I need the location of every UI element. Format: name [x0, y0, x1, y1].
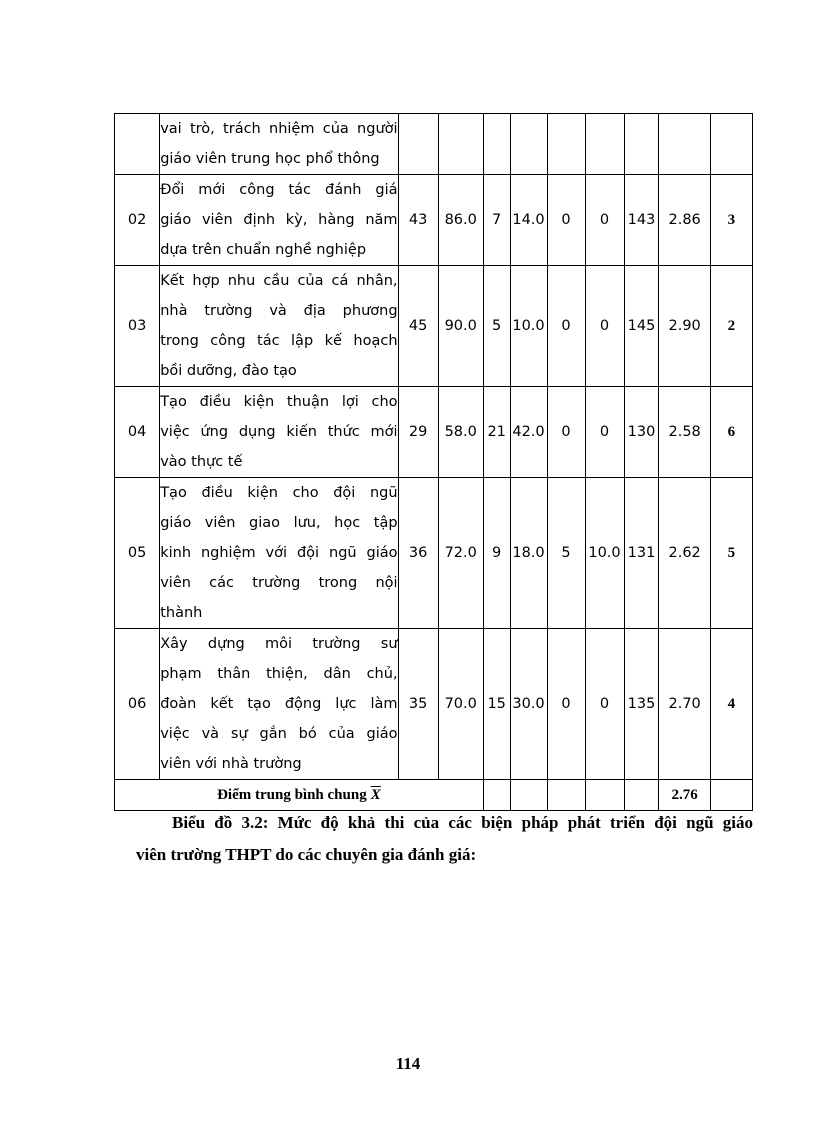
percent-level-3: 70.0: [438, 629, 483, 780]
percent-level-3: 86.0: [438, 175, 483, 266]
percent-level-2: 14.0: [510, 175, 547, 266]
table-row: [115, 629, 753, 780]
row-number: 04: [115, 387, 160, 478]
description-line: nhà trường và địa phương: [160, 303, 398, 319]
description-line: giáo viên trung học phổ thông: [160, 151, 380, 167]
page-number: 114: [395, 1054, 421, 1073]
table-row: [115, 175, 753, 266]
percent-level-1: 0: [585, 266, 624, 387]
description-line: bồi dưỡng, đào tạo: [160, 363, 297, 379]
percent-level-3: 58.0: [438, 387, 483, 478]
rank: 6: [710, 387, 752, 478]
description-line: thành: [160, 605, 203, 621]
total-score: 145: [624, 266, 659, 387]
total-score: 131: [624, 478, 659, 629]
description-line: việc và sự gắn bó của giáo: [160, 726, 398, 742]
description-line: vào thực tế: [160, 454, 243, 470]
percent-level-3: [438, 114, 483, 175]
average-label-cell: [115, 780, 484, 811]
rank: 3: [710, 175, 752, 266]
description-line: phạm thân thiện, dân chủ,: [160, 666, 398, 682]
count-level-2: 5: [483, 266, 510, 387]
table-row: [115, 387, 753, 478]
average-label: Điểm trung bình chung: [217, 786, 367, 803]
row-number: 06: [115, 629, 160, 780]
count-level-3: 43: [398, 175, 438, 266]
description-line: kinh nghiệm với đội ngũ giáo: [160, 545, 398, 561]
row-number: 03: [115, 266, 160, 387]
description-line: Tạo điều kiện thuận lợi cho: [160, 394, 398, 410]
description-line: giáo viên giao lưu, học tập: [160, 515, 398, 531]
mean-score: [659, 114, 710, 175]
description-line: Xây dựng môi trường sư: [160, 636, 398, 652]
measure-description: [160, 266, 398, 387]
average-value: 2.76: [659, 780, 710, 811]
average-row: [115, 780, 753, 811]
description-line: dựa trên chuẩn nghề nghiệp: [160, 242, 367, 258]
table-row: [115, 478, 753, 629]
table-row: [115, 266, 753, 387]
table-row: [115, 114, 753, 175]
percent-level-1: 0: [585, 175, 624, 266]
count-level-3: 36: [398, 478, 438, 629]
percent-level-1: 0: [585, 629, 624, 780]
mean-score: 2.62: [659, 478, 710, 629]
count-level-1: 0: [547, 629, 585, 780]
total-score: 135: [624, 629, 659, 780]
measure-description: [160, 387, 398, 478]
percent-level-3: 72.0: [438, 478, 483, 629]
description-line: vai trò, trách nhiệm của người: [160, 121, 398, 137]
description-line: Tạo điều kiện cho đội ngũ: [160, 485, 398, 501]
caption-line-2: viên trường THPT do các chuyên gia đánh giá:: [136, 845, 477, 864]
percent-level-2: 30.0: [510, 629, 547, 780]
measure-description: [160, 629, 398, 780]
mean-score: 2.90: [659, 266, 710, 387]
count-level-2: 7: [483, 175, 510, 266]
rank: [710, 114, 752, 175]
row-number: [115, 114, 160, 175]
percent-level-2: 10.0: [510, 266, 547, 387]
row-number: 05: [115, 478, 160, 629]
percent-level-3: 90.0: [438, 266, 483, 387]
measure-description: [160, 175, 398, 266]
total-score: [624, 114, 659, 175]
count-level-1: 5: [547, 478, 585, 629]
caption-line-1: Biểu đồ 3.2: Mức độ khả thi của các biện pháp phát triển đội ngũ giáo: [172, 813, 753, 832]
percent-level-2: 42.0: [510, 387, 547, 478]
measure-description: [160, 478, 398, 629]
evaluation-table: [114, 113, 753, 811]
chart-caption: [114, 807, 753, 871]
description-line: Đổi mới công tác đánh giá: [160, 182, 398, 198]
count-level-1: 0: [547, 387, 585, 478]
count-level-2: [483, 114, 510, 175]
description-line: Kết hợp nhu cầu của cá nhân,: [160, 273, 398, 289]
description-line: viên các trường trong nội: [160, 575, 398, 591]
total-score: 143: [624, 175, 659, 266]
mean-score: 2.86: [659, 175, 710, 266]
percent-level-2: [510, 114, 547, 175]
count-level-2: 21: [483, 387, 510, 478]
description-line: trong công tác lập kế hoạch: [160, 333, 398, 349]
measure-description: [160, 114, 398, 175]
percent-level-2: 18.0: [510, 478, 547, 629]
description-line: việc ứng dụng kiến thức mới: [160, 424, 398, 440]
mean-score: 2.58: [659, 387, 710, 478]
rank: 4: [710, 629, 752, 780]
count-level-3: 45: [398, 266, 438, 387]
row-number: 02: [115, 175, 160, 266]
x-bar-symbol: $\overline{X}$: [370, 786, 381, 803]
percent-level-1: 0: [585, 387, 624, 478]
rank: 5: [710, 478, 752, 629]
total-score: 130: [624, 387, 659, 478]
percent-level-1: 10.0: [585, 478, 624, 629]
count-level-1: 0: [547, 266, 585, 387]
count-level-3: [398, 114, 438, 175]
count-level-3: 29: [398, 387, 438, 478]
count-level-1: [547, 114, 585, 175]
count-level-2: 9: [483, 478, 510, 629]
count-level-2: 15: [483, 629, 510, 780]
description-line: giáo viên định kỳ, hàng năm: [160, 212, 398, 228]
count-level-3: 35: [398, 629, 438, 780]
description-line: đoàn kết tạo động lực làm: [160, 696, 398, 712]
percent-level-1: [585, 114, 624, 175]
rank: 2: [710, 266, 752, 387]
description-line: viên với nhà trường: [160, 756, 302, 772]
count-level-1: 0: [547, 175, 585, 266]
mean-score: 2.70: [659, 629, 710, 780]
